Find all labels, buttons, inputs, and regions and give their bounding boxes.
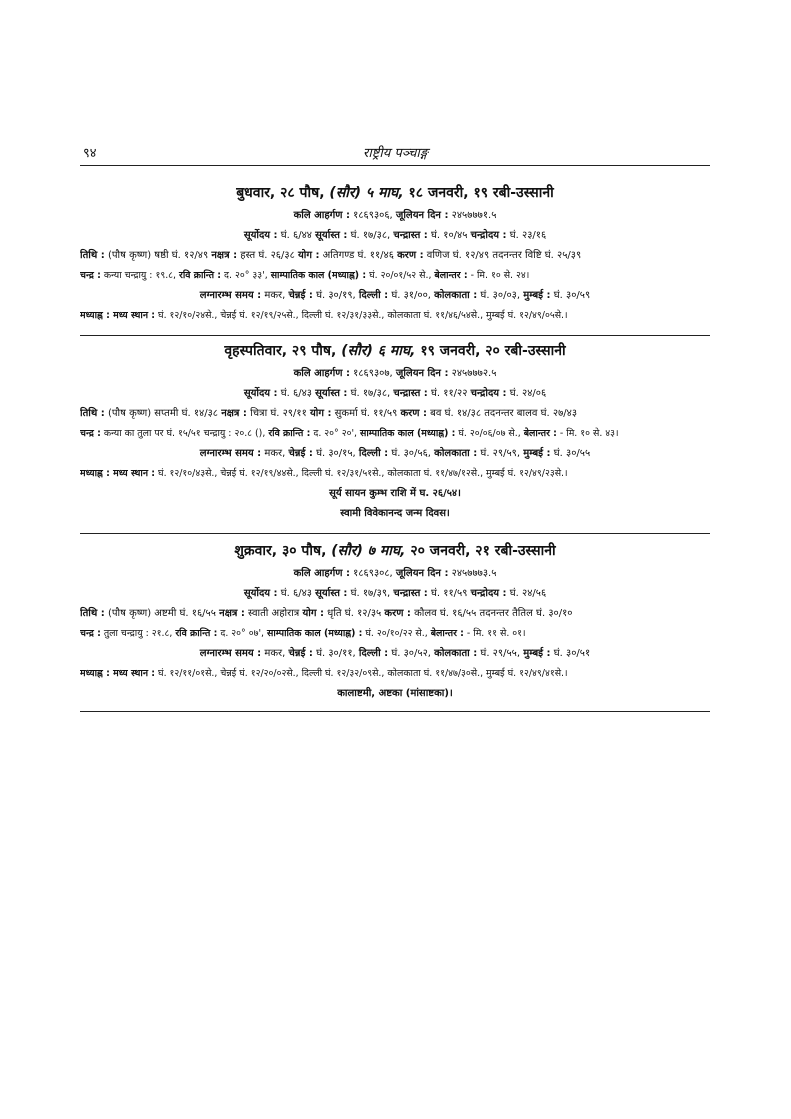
running-title: राष्ट्रीय पञ्चाङ्ग (363, 146, 428, 161)
day-divider-1 (80, 335, 710, 336)
note-line: कालाष्टमी, अष्टका (मांसाष्टका)। (337, 688, 453, 699)
sun-moon-line: सूर्योदय : घं. ६/४३ सूर्यास्त : घं. १७/३९, चन्द्रास्त : घं. ११/५९ चन्द्रोदय : घं. २४/५६ (243, 588, 547, 599)
day-title: वृहस्पतिवार, २९ पौष, (सौर) ६ माघ, १९ जनवरी, २० रबी-उस्सानी (224, 343, 566, 359)
lagna-line: लग्नारम्भ समय : मकर, चेन्नई : घं. ३०/१५, दिल्ली : घं. ३०/५६, कोलकाता : घं. २९/५९, मुम्बई : घं. ३०/५५ (199, 448, 591, 459)
kali-line: कलि आहर्गण : १८६९३०८, जूलियन दिन : २४५७७७३.५ (293, 568, 497, 579)
tithi-line: तिथि : (पौष कृष्ण) षष्ठी घं. १२/४९ नक्षत्र : हस्त घं. २६/३८ योग : अतिगण्ड घं. ११/४६ करण : वणिज घं. १२/४९ तदनन्तर विष्टि घं. २५/३९ (80, 250, 582, 261)
day-entry-1 (80, 180, 710, 326)
day-divider-2 (80, 533, 710, 534)
kali-line: कलि आहर्गण : १८६९३०६, जूलियन दिन : २४५७७७१.५ (293, 210, 497, 221)
note-line: स्वामी विवेकानन्द जन्म दिवस। (340, 508, 450, 519)
day-entry-3 (80, 538, 710, 704)
chandra-line: चन्द्र : कन्या चन्द्रायु : १९.८, रवि क्रान्ति : द. २०° ३३', साम्पातिक काल (मध्याह्न) : घं. २०/०१/५२ से., बेलान्तर : - मि. १० से. २४। (80, 270, 530, 281)
madhyahna-line: मध्याह्न : मध्य स्थान : घं. १२/१०/४३से., चेन्नई घं. १२/१९/४४से., दिल्ली घं. १२/३१/५१से., कोलकाता घं. ११/४७/१२से., मुम्बई घं. १२/४९/२३से.। (80, 468, 568, 479)
day-entry-2 (80, 338, 710, 524)
madhyahna-line: मध्याह्न : मध्य स्थान : घं. १२/१०/२४से., चेन्नई घं. १२/१९/२५से., दिल्ली घं. १२/३१/३३से., कोलकाता घं. ११/४६/५४से., मुम्बई घं. १२/४९/०५से.। (80, 310, 568, 321)
lagna-line: लग्नारम्भ समय : मकर, चेन्नई : घं. ३०/१९, दिल्ली : घं. ३१/००, कोलकाता : घं. ३०/०३, मुम्बई : घं. ३०/५९ (199, 290, 591, 301)
madhyahna-line: मध्याह्न : मध्य स्थान : घं. १२/११/०१से., चेन्नई घं. १२/२०/०२से., दिल्ली घं. १२/३२/०९से., कोलकाता घं. ११/४७/३०से., मुम्बई घं. १२/४९/४१से.। (80, 668, 568, 679)
tithi-line: तिथि : (पौष कृष्ण) अष्टमी घं. १६/५५ नक्षत्र : स्वाती अहोरात्र योग : धृति घं. १२/३५ करण : कौलव घं. १६/५५ तदनन्तर तैतिल घं. ३०/१० (80, 608, 573, 619)
tithi-line: तिथि : (पौष कृष्ण) सप्तमी घं. १४/३८ नक्षत्र : चित्रा घं. २९/११ योग : सुकर्मा घं. ११/५९ करण : बव घं. १४/३८ तदनन्तर बालव घं. २७/४३ (80, 408, 578, 419)
sun-moon-line: सूर्योदय : घं. ६/४४ सूर्यास्त : घं. १७/३८, चन्द्रास्त : घं. १०/४५ चन्द्रोदय : घं. २३/१६ (243, 230, 547, 241)
header-rule (80, 165, 710, 166)
chandra-line: चन्द्र : तुला चन्द्रायु : २१.८, रवि क्रान्ति : द. २०° ०७', साम्पातिक काल (मध्याह्न) : घं. २०/१०/२२ से., बेलान्तर : - मि. ११ से. ०१। (80, 628, 526, 639)
day-divider-3 (80, 711, 710, 712)
kali-line: कलि आहर्गण : १८६९३०७, जूलियन दिन : २४५७७७२.५ (293, 368, 497, 379)
day-title: शुक्रवार, ३० पौष, (सौर) ७ माघ, २० जनवरी, २१ रबी-उस्सानी (234, 543, 556, 559)
chandra-line: चन्द्र : कन्या का तुला पर घं. १५/५१ चन्द्रायु : २०.८ (), रवि क्रान्ति : द. २०° २०', साम्पातिक काल (मध्याह्न) : घं. २०/०६/०७ से., बेलान्तर : - मि. १० से. ४३। (80, 428, 619, 439)
lagna-line: लग्नारम्भ समय : मकर, चेन्नई : घं. ३०/११, दिल्ली : घं. ३०/५२, कोलकाता : घं. २९/५५, मुम्बई : घं. ३०/५१ (199, 648, 591, 659)
sun-moon-line: सूर्योदय : घं. ६/४३ सूर्यास्त : घं. १७/३८, चन्द्रास्त : घं. ११/२२ चन्द्रोदय : घं. २४/०६ (243, 388, 547, 399)
page-number: ९४ (83, 146, 97, 161)
day-title: बुधवार, २८ पौष, (सौर) ५ माघ, १८ जनवरी, १९ रबी-उस्सानी (236, 185, 554, 201)
note-line: सूर्य सायन कुम्भ राशि में घ. २६/५४। (329, 488, 461, 499)
